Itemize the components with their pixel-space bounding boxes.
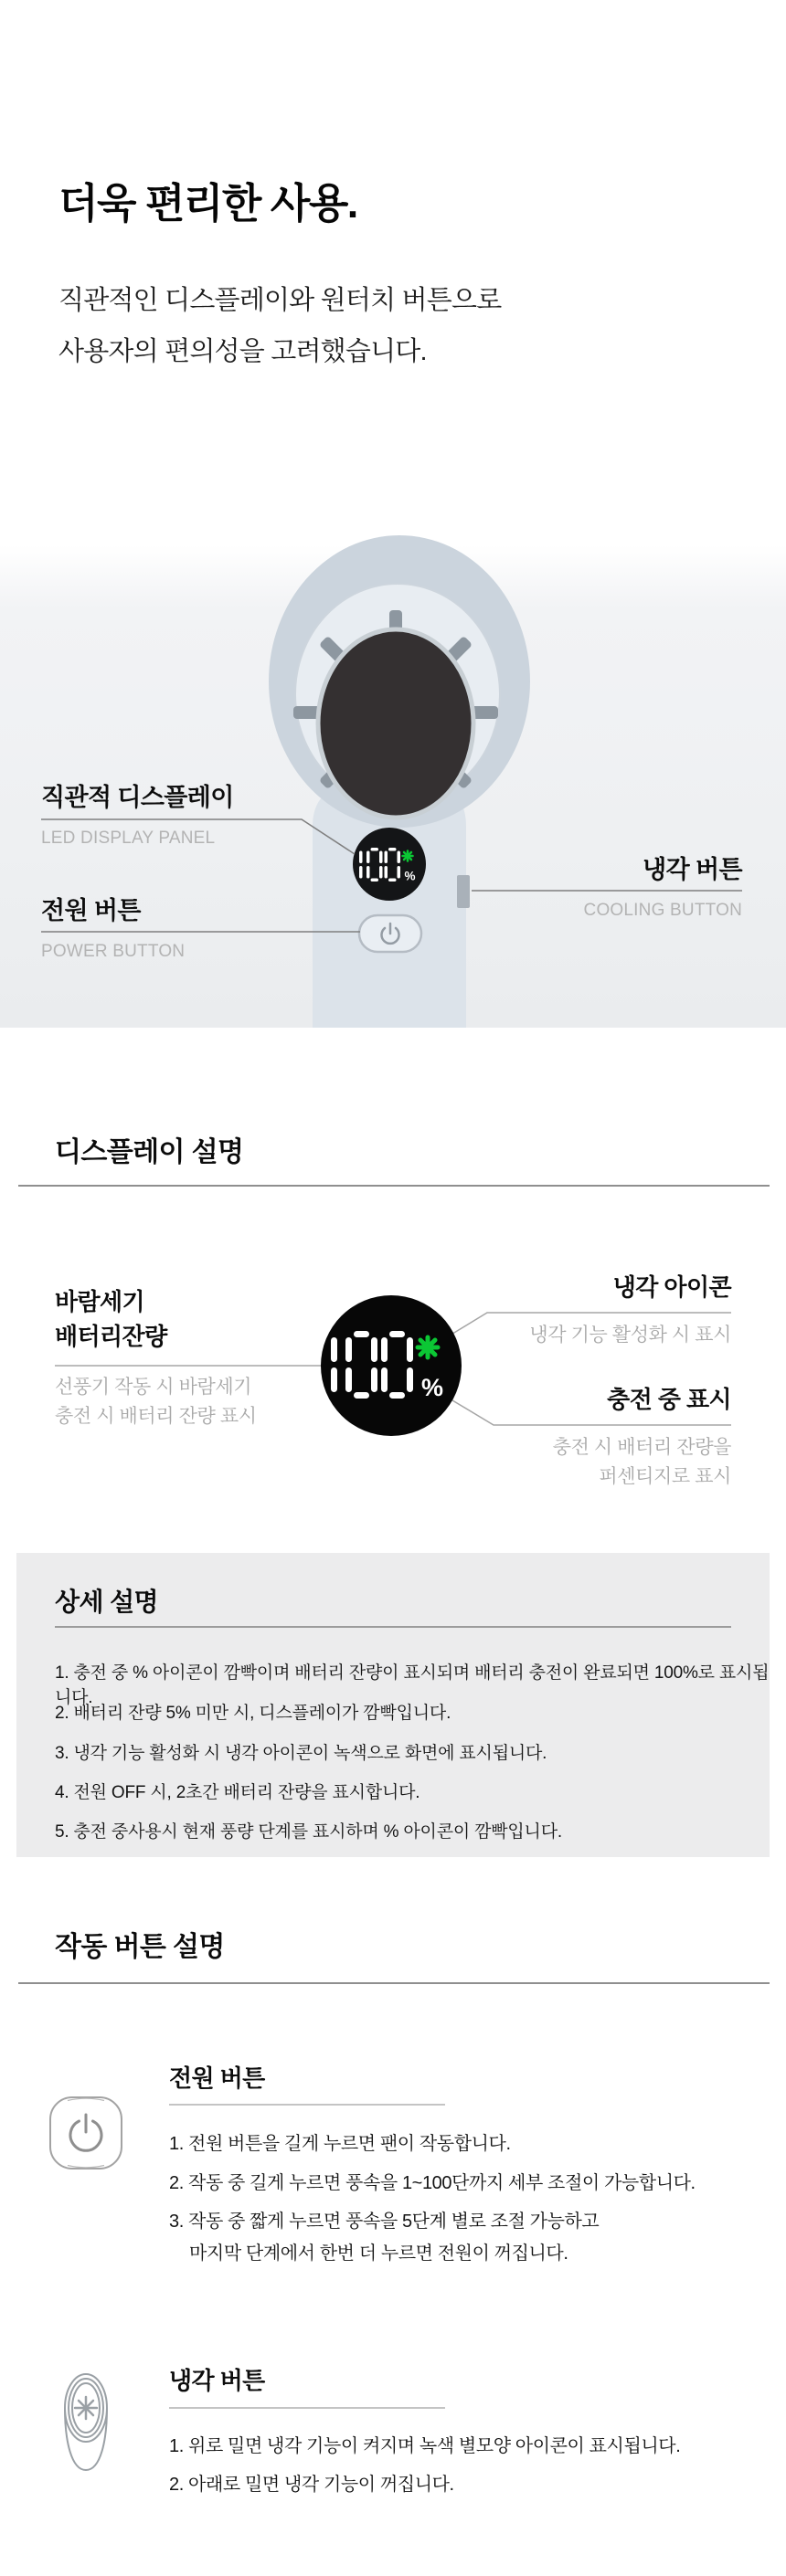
svg-text:%: % (404, 869, 416, 883)
power-button-heading: 전원 버튼 (169, 2064, 265, 2092)
wind-battery-label-line2: 배터리잔량 (55, 1323, 167, 1350)
detail-item-5: 5. 충전 중사용시 현재 풍량 단계를 표시하며 % 아이콘이 깜빡입니다. (55, 1822, 562, 1842)
power-item-3: 3. 작동 중 짧게 누르면 풍속을 5단계 별로 조절 가능하고 (169, 2212, 600, 2232)
cooling-icon-caption: 냉각 기능 활성화 시 표시 (529, 1325, 731, 1346)
wind-battery-caption-line2: 충전 시 배터리 잔량 표시 (55, 1406, 257, 1427)
charging-caption-line2: 퍼센티지로 표시 (599, 1466, 731, 1487)
detail-item-2: 2. 배터리 잔량 5% 미만 시, 디스플레이가 깜빡입니다. (55, 1704, 451, 1723)
product-photo-area (0, 393, 786, 1028)
lcd-percent-unit: % (421, 1374, 444, 1401)
display-callout-caption: LED DISPLAY PANEL (41, 829, 216, 848)
details-box (16, 1553, 770, 1857)
lcd-display-graphic (321, 1295, 462, 1436)
power-callout-label: 전원 버튼 (41, 897, 141, 924)
buttons-section-heading: 작동 버튼 설명 (55, 1932, 225, 1962)
cooling-button-icon (62, 2371, 110, 2474)
power-button-icon (48, 2095, 124, 2171)
cooling-active-icon (403, 851, 413, 861)
fan-center-disc (318, 629, 473, 818)
snowflake-glyph (75, 2397, 97, 2419)
detail-item-3: 3. 냉각 기능 활성화 시 냉각 아이콘이 녹색으로 화면에 표시됩니다. (55, 1744, 547, 1763)
fan-head (269, 535, 530, 828)
hero-subtitle-line2: 사용자의 편의성을 고려했습니다. (58, 337, 427, 366)
cooling-item-1: 1. 위로 밀면 냉각 기능이 켜지며 녹색 별모양 아이콘이 표시됩니다. (169, 2436, 681, 2456)
details-divider (55, 1626, 731, 1628)
product-image (0, 393, 786, 1028)
cooling-callout-label: 냉각 버튼 (643, 856, 742, 883)
led-display (353, 828, 426, 901)
power-button (359, 915, 421, 952)
power-item-1: 1. 전원 버튼을 길게 누르면 팬이 작동합니다. (169, 2134, 511, 2154)
cooling-button-divider (169, 2407, 445, 2409)
details-heading: 상세 설명 (55, 1588, 158, 1616)
charging-label: 충전 중 표시 (607, 1386, 731, 1413)
buttons-section-divider (18, 1982, 770, 1984)
power-item-2: 2. 작동 중 길게 누르면 풍속을 1~100단까지 세부 조절이 가능합니다. (169, 2173, 696, 2193)
display-callout-label: 직관적 디스플레이 (41, 784, 234, 811)
page-title: 더욱 편리한 사용. (58, 180, 357, 227)
wind-battery-caption-line1: 선풍기 작동 시 바람세기 (55, 1377, 252, 1398)
cooling-callout-caption: COOLING BUTTON (583, 901, 742, 920)
display-section-divider (18, 1185, 770, 1187)
cooling-active-icon-large (418, 1337, 438, 1357)
cooling-icon-label: 냉각 아이콘 (612, 1273, 731, 1301)
power-button-divider (169, 2104, 445, 2106)
power-glyph (70, 2115, 101, 2150)
power-item-3-continued: 마지막 단계에서 한번 더 누르면 전원이 꺼집니다. (189, 2243, 568, 2264)
display-section-heading: 디스플레이 설명 (55, 1137, 244, 1167)
wind-battery-label-line1: 바람세기 (55, 1288, 145, 1315)
charging-caption-line1: 충전 시 배터리 잔량을 (552, 1437, 731, 1458)
lcd-display-diagram (0, 1261, 786, 1526)
detail-item-1: 1. 충전 중 % 아이콘이 깜빡이며 배터리 잔량이 표시되며 배터리 충전이 완료되면 100%로 표시됩니다. (55, 1663, 770, 1707)
detail-item-4: 4. 전원 OFF 시, 2초간 배터리 잔량을 표시합니다. (55, 1783, 420, 1802)
power-callout-caption: POWER BUTTON (41, 942, 186, 961)
hero-subtitle-line1: 직관적인 디스플레이와 원터치 버튼으로 (58, 286, 502, 315)
cooling-button-heading: 냉각 버튼 (169, 2367, 265, 2394)
cooling-item-2: 2. 아래로 밀면 냉각 기능이 꺼집니다. (169, 2475, 454, 2495)
